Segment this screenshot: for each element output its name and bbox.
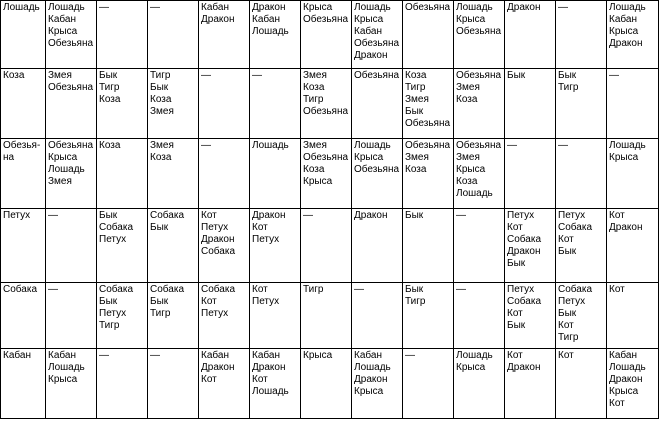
table-row (1, 349, 659, 419)
table-cell (607, 209, 659, 283)
cell-entry: Собака (99, 284, 133, 295)
cell-entry: Петух (558, 210, 586, 221)
table-row (1, 283, 659, 349)
table-cell (46, 349, 97, 419)
cell-entry: Собака (558, 222, 592, 233)
cell-entry: Дракон (252, 362, 286, 373)
cell-entry: Дракон (252, 210, 286, 221)
table-cell (148, 1, 199, 69)
table-cell (148, 283, 199, 349)
cell-entry: Коза (150, 152, 172, 163)
cell-entry: — (456, 210, 466, 221)
cell-entry: Крыса (303, 350, 333, 361)
cell-entry: Лошадь (456, 350, 493, 361)
cell-entry: Лошадь (609, 362, 646, 373)
cell-entry: Петух (252, 234, 280, 245)
cell-entry: Петух (201, 308, 229, 319)
cell-entry: Лошадь (252, 386, 289, 397)
table-row (1, 139, 659, 209)
cell-entry: Петух (201, 222, 229, 233)
table-cell (352, 209, 403, 283)
cell-entry: Бык (405, 210, 424, 221)
table-cell (46, 209, 97, 283)
cell-entry: Дракон (201, 234, 235, 245)
cell-entry: Бык (99, 70, 118, 81)
table-cell (505, 283, 556, 349)
cell-entry: Кот (558, 234, 574, 245)
cell-entry: Кот (609, 284, 625, 295)
cell-entry: — (507, 140, 517, 151)
table-cell (199, 349, 250, 419)
cell-entry: Бык (150, 222, 169, 233)
cell-entry: Змея (48, 176, 72, 187)
table-cell (97, 69, 148, 139)
table-cell (97, 283, 148, 349)
table-cell (199, 139, 250, 209)
row-label-text: Коза (3, 70, 25, 81)
table-cell (148, 69, 199, 139)
cell-entry: Лошадь (354, 362, 391, 373)
cell-entry: Дракон (507, 2, 541, 13)
table-cell (556, 69, 607, 139)
table-cell (607, 349, 659, 419)
table-cell (556, 1, 607, 69)
table-cell (352, 283, 403, 349)
cell-entry: Крыса (303, 176, 333, 187)
cell-entry: Петух (252, 296, 280, 307)
cell-entry: Кабан (609, 350, 637, 361)
cell-entry: Бык (405, 284, 424, 295)
table-cell (199, 209, 250, 283)
cell-entry: Тигр (558, 332, 579, 343)
cell-entry: Бык (405, 106, 424, 117)
cell-entry: Тигр (150, 70, 171, 81)
cell-entry: — (150, 350, 160, 361)
cell-entry: Змея (150, 140, 174, 151)
table-cell (250, 69, 301, 139)
cell-entry: — (201, 70, 211, 81)
cell-entry: — (252, 70, 262, 81)
cell-entry: Обезьяна (405, 2, 451, 13)
cell-entry: Бык (558, 308, 577, 319)
table-cell (250, 1, 301, 69)
cell-entry: Дракон (252, 2, 286, 13)
table-cell (97, 349, 148, 419)
cell-entry: Тигр (99, 82, 120, 93)
table-cell (505, 209, 556, 283)
table-cell (454, 69, 505, 139)
cell-entry: Кабан (252, 350, 280, 361)
cell-entry: Дракон (201, 14, 235, 25)
row-label-line: Обезья- (3, 140, 41, 151)
cell-entry: Змея (48, 70, 72, 81)
table-cell (250, 209, 301, 283)
cell-entry: — (303, 210, 313, 221)
table-cell (352, 349, 403, 419)
table-cell (454, 139, 505, 209)
cell-entry: Дракон (354, 210, 388, 221)
cell-entry: Змея (456, 82, 480, 93)
cell-entry: Коза (99, 94, 121, 105)
cell-entry: Лошадь (456, 2, 493, 13)
cell-entry: Кот (201, 210, 217, 221)
table-cell (505, 349, 556, 419)
cell-entry: Змея (405, 152, 429, 163)
cell-entry: Змея (303, 70, 327, 81)
cell-entry: Обезьяна (303, 152, 349, 163)
table-cell (454, 349, 505, 419)
cell-entry: Лошадь (48, 2, 85, 13)
table-cell (454, 1, 505, 69)
cell-entry: Бык (150, 82, 169, 93)
table-cell (607, 1, 659, 69)
cell-entry: Крыса (609, 386, 639, 397)
cell-entry: Собака (558, 284, 592, 295)
cell-entry: Обезьяна (405, 140, 451, 151)
cell-entry: — (558, 140, 568, 151)
row-label-text: Кабан (3, 350, 31, 361)
row-label (1, 139, 46, 209)
cell-entry: Дракон (609, 38, 643, 49)
cell-entry: Лошадь (48, 362, 85, 373)
row-label (1, 283, 46, 349)
cell-entry: Кот (558, 320, 574, 331)
cell-entry: Кабан (354, 26, 382, 37)
cell-entry: Коза (303, 82, 325, 93)
table-cell (403, 349, 454, 419)
table-cell (403, 139, 454, 209)
cell-entry: Собака (150, 284, 184, 295)
cell-entry: Кабан (48, 14, 76, 25)
cell-entry: Крыса (48, 152, 78, 163)
cell-entry: — (48, 210, 58, 221)
cell-entry: Бык (507, 320, 526, 331)
cell-entry: Крыса (609, 26, 639, 37)
cell-entry: — (99, 2, 109, 13)
table-cell (454, 283, 505, 349)
table-cell (556, 349, 607, 419)
cell-entry: Лошадь (48, 164, 85, 175)
table-cell (403, 69, 454, 139)
table-cell (148, 139, 199, 209)
cell-entry: Обезьяна (456, 70, 502, 81)
cell-entry: Обезьяна (354, 70, 400, 81)
cell-entry: Коза (405, 70, 427, 81)
cell-entry: Дракон (354, 374, 388, 385)
cell-entry: Тигр (405, 82, 426, 93)
cell-entry: Лошадь (456, 188, 493, 199)
cell-entry: Петух (507, 210, 535, 221)
cell-entry: Кабан (201, 350, 229, 361)
table-cell (301, 349, 352, 419)
cell-entry: Петух (99, 308, 127, 319)
cell-entry: Змея (303, 140, 327, 151)
table-cell (403, 283, 454, 349)
cell-entry: Крыса (354, 386, 384, 397)
cell-entry: Дракон (354, 50, 388, 61)
table-cell (607, 69, 659, 139)
cell-entry: Кот (252, 284, 268, 295)
row-label (1, 349, 46, 419)
table-cell (505, 1, 556, 69)
table-cell (199, 69, 250, 139)
row-label-line: на (3, 152, 15, 163)
cell-entry: Бык (150, 296, 169, 307)
cell-entry: Крыса (609, 152, 639, 163)
cell-entry: Дракон (609, 374, 643, 385)
table-cell (352, 1, 403, 69)
cell-entry: Дракон (609, 222, 643, 233)
cell-entry: Крыса (456, 14, 486, 25)
cell-entry: Коза (99, 140, 121, 151)
table-cell (454, 209, 505, 283)
row-label (1, 1, 46, 69)
cell-entry: Тигр (558, 82, 579, 93)
row-label-text: Лошадь (3, 2, 40, 13)
cell-entry: Кот (252, 222, 268, 233)
table-body (1, 1, 659, 419)
table-cell (607, 139, 659, 209)
table-cell (403, 1, 454, 69)
cell-entry: Петух (99, 234, 127, 245)
cell-entry: — (48, 284, 58, 295)
cell-entry: Обезьяна (405, 118, 451, 129)
cell-entry: Кот (609, 398, 625, 409)
table-cell (148, 349, 199, 419)
cell-entry: — (609, 70, 619, 81)
cell-entry: Собака (201, 284, 235, 295)
table-cell (97, 209, 148, 283)
cell-entry: Обезьяна (354, 164, 400, 175)
cell-entry: Обезьяна (48, 38, 94, 49)
cell-entry: Коза (150, 94, 172, 105)
cell-entry: Кот (558, 350, 574, 361)
cell-entry: Собака (99, 222, 133, 233)
cell-entry: Кот (609, 210, 625, 221)
cell-entry: Бык (558, 70, 577, 81)
cell-entry: Бык (558, 246, 577, 257)
cell-entry: Змея (456, 152, 480, 163)
cell-entry: Обезьяна (354, 38, 400, 49)
cell-entry: Тигр (405, 296, 426, 307)
cell-entry: Крыса (303, 2, 333, 13)
cell-entry: Обезьяна (303, 14, 349, 25)
cell-entry: — (354, 284, 364, 295)
table-row (1, 209, 659, 283)
table-row (1, 1, 659, 69)
table-cell (199, 1, 250, 69)
table-cell (199, 283, 250, 349)
cell-entry: Бык (507, 70, 526, 81)
table-cell (301, 1, 352, 69)
cell-entry: Коза (405, 164, 427, 175)
cell-entry: Крыса (48, 26, 78, 37)
table-cell (301, 283, 352, 349)
cell-entry: Бык (507, 258, 526, 269)
cell-entry: — (150, 2, 160, 13)
cell-entry: Собака (201, 246, 235, 257)
cell-entry: Змея (150, 106, 174, 117)
table-cell (148, 209, 199, 283)
table-cell (46, 139, 97, 209)
cell-entry: Бык (99, 210, 118, 221)
cell-entry: — (558, 2, 568, 13)
table-cell (607, 283, 659, 349)
table-cell (301, 139, 352, 209)
cell-entry: Кот (201, 374, 217, 385)
table-cell (250, 139, 301, 209)
cell-entry: Обезьяна (456, 140, 502, 151)
table-cell (556, 139, 607, 209)
cell-entry: Лошадь (609, 140, 646, 151)
cell-entry: — (99, 350, 109, 361)
table-cell (46, 1, 97, 69)
cell-entry: Дракон (201, 362, 235, 373)
cell-entry: — (456, 284, 466, 295)
table-cell (505, 139, 556, 209)
cell-entry: Кабан (252, 14, 280, 25)
table-cell (556, 283, 607, 349)
cell-entry: Кот (252, 374, 268, 385)
cell-entry: Петух (558, 296, 586, 307)
cell-entry: — (405, 350, 415, 361)
cell-entry: Обезьяна (48, 82, 94, 93)
cell-entry: Дракон (507, 362, 541, 373)
cell-entry: Лошадь (609, 2, 646, 13)
cell-entry: Тигр (99, 320, 120, 331)
cell-entry: Лошадь (354, 140, 391, 151)
cell-entry: Обезьяна (48, 140, 94, 151)
table-cell (46, 69, 97, 139)
row-label-text: Петух (3, 210, 31, 221)
cell-entry: Кабан (201, 2, 229, 13)
cell-entry: Бык (99, 296, 118, 307)
row-label (1, 69, 46, 139)
table-cell (97, 139, 148, 209)
cell-entry: Кабан (609, 14, 637, 25)
cell-entry: Лошадь (252, 26, 289, 37)
table-cell (301, 69, 352, 139)
cell-entry: Кот (507, 222, 523, 233)
cell-entry: Обезьяна (456, 26, 502, 37)
table-cell (250, 283, 301, 349)
table-cell (250, 349, 301, 419)
cell-entry: Крыса (456, 362, 486, 373)
cell-entry: Лошадь (252, 140, 289, 151)
table-cell (352, 139, 403, 209)
cell-entry: Обезьяна (303, 106, 349, 117)
table-cell (403, 209, 454, 283)
cell-entry: Коза (456, 176, 478, 187)
cell-entry: Крыса (354, 152, 384, 163)
cell-entry: Крыса (354, 14, 384, 25)
cell-entry: Тигр (303, 94, 324, 105)
row-label (1, 209, 46, 283)
table-cell (97, 1, 148, 69)
cell-entry: Собака (507, 234, 541, 245)
cell-entry: Кот (201, 296, 217, 307)
cell-entry: Коза (303, 164, 325, 175)
cell-entry: Коза (456, 94, 478, 105)
cell-entry: Крыса (48, 374, 78, 385)
row-label-text: Собака (3, 284, 37, 295)
table-row (1, 69, 659, 139)
cell-entry: — (201, 140, 211, 151)
cell-entry: Тигр (303, 284, 324, 295)
cell-entry: Лошадь (354, 2, 391, 13)
table-cell (46, 283, 97, 349)
cell-entry: Собака (507, 296, 541, 307)
cell-entry: Петух (507, 284, 535, 295)
cell-entry: Кот (507, 350, 523, 361)
cell-entry: Кабан (48, 350, 76, 361)
cell-entry: Кот (507, 308, 523, 319)
table-cell (505, 69, 556, 139)
cell-entry: Крыса (456, 164, 486, 175)
cell-entry: Собака (150, 210, 184, 221)
table-cell (352, 69, 403, 139)
cell-entry: Кабан (354, 350, 382, 361)
table-cell (301, 209, 352, 283)
cell-entry: Змея (405, 94, 429, 105)
table-cell (556, 209, 607, 283)
cell-entry: Тигр (150, 308, 171, 319)
cell-entry: Дракон (507, 246, 541, 257)
